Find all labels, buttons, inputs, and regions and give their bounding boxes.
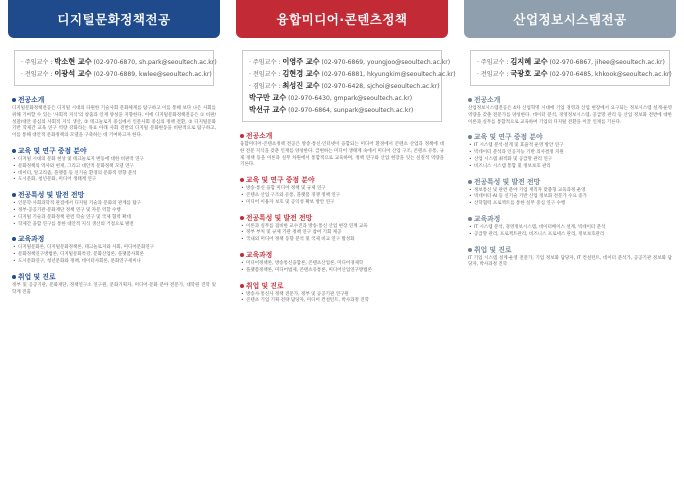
bullet-item: • 이론과 실무를 겸비한 교수진과 방송·통신 산업 현장 연계 교육 [240, 224, 444, 231]
contact-line [21, 68, 212, 80]
section-title [240, 130, 444, 140]
professor-name: 김현경 교수 [282, 69, 320, 78]
section-title [468, 176, 672, 186]
section-title-text: 교육과정 [246, 250, 273, 259]
professor-name: 박구만 교수 [249, 93, 287, 102]
bullet-dot-icon [468, 180, 472, 184]
professor-name: 이광석 교수 [54, 69, 92, 78]
section-title-text: 전공특성 및 발전 전망 [246, 213, 313, 222]
bullet-item: • 산학협력 프로젝트를 통한 실무 중심 연구 수행 [468, 201, 672, 208]
professor-name: 박소현 교수 [54, 57, 92, 66]
section [240, 280, 444, 306]
bullet-item: • 방송사·통신사 정책 전문가, 정부 및 공공기관 연구원 [240, 292, 444, 299]
bullet-dot-icon [12, 193, 16, 197]
section-paragraph: 산업정보시스템전공은 4차 산업혁명 시대에 기업 경영과 산업 현장에서 요구되는 정보시스템 설계·운영 역량을 갖춘 전문가를 양성한다. 데이터 분석, 경영정보시스템, 공급망 관리 등 산업 정보화 전반에 대한 이론과 실무를 통합적으로 교육하여 기업의 디지털 전환을 이끌 인재를 기른다. [468, 106, 672, 125]
bullet-item: • 정부·공공기관·문화재단 정책 연구 및 자문 역할 수행 [12, 208, 216, 215]
section [468, 244, 672, 270]
bullet-item: • 문화정책의 역사와 현재, 그리고 대안적 문화정책 모델 연구 [12, 164, 216, 171]
contact-info: (02-970-6430, gmpark@seoultech.ac.kr) [286, 95, 413, 102]
bullet-item: • 콘텐츠 산업 구조와 유통, 플랫폼 경쟁 정책 연구 [240, 193, 444, 200]
section-title [240, 280, 444, 290]
section-paragraph: IT 기업 시스템 설계·운영 전문가, 기업 정보화 담당자, IT 컨설턴트, 데이터 분석가, 공공기관 정보화 담당자, 박사과정 진학 [468, 255, 672, 268]
section-title [240, 212, 444, 222]
bullet-dot-icon [240, 134, 244, 138]
bullet-item: • 방송·통신 융합 미디어 정책 및 규제 연구 [240, 186, 444, 193]
section-title [468, 131, 672, 141]
bullet-item: • 비즈니스 시스템 통합 및 정보보호 관리 [468, 164, 672, 171]
section-title [468, 244, 672, 254]
section-title [12, 145, 216, 155]
bullet-item: • 데이터, 알고리즘, 플랫폼 등 신기술 환경의 문화적 영향 분석 [12, 171, 216, 178]
bullet-item: • 미디어정책론, 방송통신융합론, 콘텐츠산업론, 미디어경제학 [240, 261, 444, 268]
section-title-text: 취업 및 진로 [246, 281, 284, 290]
professor-name: 국광호 교수 [510, 69, 548, 78]
column-title: 산업정보시스템전공 [464, 0, 676, 38]
section-title [12, 233, 216, 243]
section-title-text: 취업 및 진로 [18, 272, 56, 281]
bullet-item: • 공급망 관리, 프로젝트관리, 비즈니스 프로세스 관리, 정보보호관리 [468, 232, 672, 239]
contact-line [249, 92, 435, 104]
bullet-item: • 미디어 이용자 보호 및 공익성 확보 방안 연구 [240, 200, 444, 207]
column-title: 융합미디어·콘텐츠정책 [236, 0, 448, 38]
contact-line [249, 104, 435, 116]
contact-role: · 주임교수 : [477, 59, 511, 66]
section-title [240, 174, 444, 184]
contact-line [249, 68, 456, 80]
bullet-item: • 국내외 미디어 정책 동향 분석 및 국제 비교 연구 활성화 [240, 237, 444, 244]
bullet-item: • 빅데이터 분석과 인공지능 기반 의사결정 지원 [468, 150, 672, 157]
section [12, 189, 216, 228]
bullet-item: • 디지털 기술과 문화정책 관련 학술 연구 및 국제 협력 확대 [12, 215, 216, 222]
section-paragraph: 디지털문화정책전공은 디지털 시대의 다원한 기술사회 문화체계를 탐구하고 이를 통해 보다 나은 사회를 위해 기여할 수 있는 '사회적 지식'의 창출과 인재 양성을 지향한다. 이에 디지털문화정책전공은 ① 비판/성찰/대안 중심의 사회적 지식 생산, ② 테크놀로지 중심에서 인문사회 중심의 정책 전환, ③ 디지털문화 기반 학제간 교육 연구 역량 강화라는 목표 아래 사회 전반의 디지털 문화변동을 비판적으로 탐구하고, 이를 통해 대안적 문화정책의 모델을 구축하는 데 기여하고자 한다. [12, 106, 216, 139]
section-title-text: 전공특성 및 발전 전망 [474, 177, 541, 186]
contact-role: · 주임교수 : [21, 59, 55, 66]
section [468, 176, 672, 208]
contact-info: (02-970-6864, sunpark@seoultech.ac.kr) [286, 107, 414, 114]
section-title-text: 교육 및 연구 중점 분야 [474, 133, 543, 142]
bullet-dot-icon [240, 284, 244, 288]
contact-line [249, 80, 440, 92]
bullet-dot-icon [468, 217, 472, 221]
bullet-item: • 도시문화, 청년문화, 미디어 생태계 연구 [12, 177, 216, 184]
bullet-dot-icon [12, 237, 16, 241]
section-title [12, 189, 216, 199]
contact-info: (02-970-6869, youngjoo@seoultech.ac.kr) [319, 59, 451, 66]
bullet-item: • 학제간 융합 연구를 통한 대안적 지식 생산의 거점으로 발전 [12, 222, 216, 229]
bullet-dot-icon [468, 135, 472, 139]
bullet-item: • 디지털 시대의 문화 현상 및 테크놀로지 변동에 대한 비판적 연구 [12, 157, 216, 164]
bullet-item: • 정부 부처 및 규제 기관 정책 연구 참여 기회 제공 [240, 230, 444, 237]
section-title-text: 전공특성 및 발전 전망 [18, 191, 85, 200]
contact-role: · 전임교수 : [477, 71, 511, 78]
bullet-item: • 정보통신 및 관련 분야 기업 재직자 맞춤형 교육과정 운영 [468, 188, 672, 195]
contact-box [242, 50, 456, 122]
bullet-item: • 산업 시스템 최적화 및 공급망 관리 연구 [468, 157, 672, 164]
professor-name: 박선규 교수 [249, 105, 287, 114]
contact-role: · 주임교수 : [249, 59, 283, 66]
contact-box [470, 50, 670, 86]
contact-line [21, 56, 217, 68]
section [12, 145, 216, 184]
section-title-text: 전공소개 [18, 96, 45, 104]
bullet-dot-icon [12, 98, 16, 102]
section [468, 213, 672, 239]
contact-info: (02-970-6867, jihee@seoultech.ac.kr) [547, 59, 665, 66]
contact-info: (02-970-6428, sjchoi@seoultech.ac.kr) [319, 83, 440, 90]
contact-info: (02-970-6889, kwlee@seoultech.ac.kr) [91, 71, 212, 78]
bullet-item: • 콘텐츠 기업 기획·전략 담당자, 미디어 컨설턴트, 박사과정 진학 [240, 298, 444, 305]
bullet-item: • 플랫폼정책론, 미디어법제, 콘텐츠유통론, 미디어산업연구방법론 [240, 268, 444, 275]
section-title [468, 94, 672, 104]
section [240, 130, 444, 169]
bullet-item: • 인문학·사회과학적 관점에서 디지털 기술과 문화의 관계를 탐구 [12, 201, 216, 208]
contact-line [477, 68, 672, 80]
column-digital-culture-policy [8, 0, 220, 481]
contact-line [477, 56, 663, 68]
bullet-dot-icon [468, 248, 472, 252]
professor-name: 이영주 교수 [282, 57, 320, 66]
bullet-item: • 디지털문화론, 디지털문화정책론, 테크놀로지와 사회, 미디어문화연구 [12, 245, 216, 252]
bullet-dot-icon [240, 178, 244, 182]
section-title-text: 취업 및 진로 [474, 245, 512, 254]
column-title: 디지털문화정책전공 [8, 0, 220, 38]
contact-role: · 전임교수 : [21, 71, 55, 78]
section-title [12, 271, 216, 281]
section [240, 212, 444, 244]
bullet-item: • 빅데이터·AI 등 신기술 기반 산업 정보화 전문가 수요 증가 [468, 194, 672, 201]
bullet-dot-icon [240, 253, 244, 257]
contact-info: (02-970-6870, sh.park@seoultech.ac.kr) [91, 59, 217, 66]
contact-box [14, 50, 217, 86]
section [240, 174, 444, 206]
section-paragraph: 정부 및 공공기관, 문화재단, 정책연구소 연구원, 문화기획자, 미디어·문화 분야 전문가, 대학원 진학 및 학계 진출 [12, 282, 216, 295]
section [468, 94, 672, 126]
column-industrial-info-systems [464, 0, 676, 481]
bullet-item: • IT 시스템 분석·설계 및 효율적 운영 방안 연구 [468, 143, 672, 150]
section [12, 271, 216, 297]
section-title [468, 213, 672, 223]
bullet-dot-icon [12, 149, 16, 153]
section-title-text: 교육과정 [474, 214, 501, 223]
contact-info: (02-970-6485, khkook@seoultech.ac.kr) [547, 71, 672, 78]
section-paragraph: 융합미디어·콘텐츠정책 전공은 방송·통신·인터넷이 융합되는 미디어 환경에서 콘텐츠 산업과 정책에 대한 전문 지식을 갖춘 인재를 양성한다. 급변하는 미디어 생태계 속에서 미디어 산업 구조, 콘텐츠 유통, 규제 정책 등을 이론과 실무 차원에서 통합적으로 교육하며, 정책 연구와 산업 현장을 잇는 실질적 역량을 기른다. [240, 142, 444, 168]
section-title-text: 전공소개 [246, 132, 273, 140]
section [468, 131, 672, 170]
professor-name: 최성진 교수 [282, 81, 320, 90]
section-title [240, 249, 444, 259]
bullet-item: • 도시문화연구, 청년문화와 정책, 데이터사회론, 문화연구세미나 [12, 259, 216, 266]
section [12, 94, 216, 140]
contact-info: (02-970-6881, hkyungkim@seoultech.ac.kr) [319, 71, 456, 78]
section-title-text: 교육 및 연구 중점 분야 [246, 176, 315, 185]
bullet-item: • 문화정책연구방법론, 디지털문화특강, 문화산업론, 플랫폼사회론 [12, 252, 216, 259]
section-title [12, 94, 216, 104]
section-title-text: 교육과정 [18, 235, 45, 244]
section [12, 233, 216, 265]
section-title-text: 전공소개 [474, 96, 501, 104]
contact-line [249, 56, 451, 68]
contact-role: · 겸임교수 : [249, 83, 283, 90]
bullet-dot-icon [12, 275, 16, 279]
bullet-dot-icon [240, 216, 244, 220]
professor-name: 김지혜 교수 [510, 57, 548, 66]
column-convergence-media-policy [236, 0, 456, 481]
bullet-item: • IT 시스템 분석, 경영정보시스템, 데이터베이스 설계, 빅데이터 분석 [468, 225, 672, 232]
contact-role: · 전임교수 : [249, 71, 283, 78]
bullet-dot-icon [468, 98, 472, 102]
section-title-text: 교육 및 연구 중점 분야 [18, 146, 87, 155]
section [240, 249, 444, 275]
